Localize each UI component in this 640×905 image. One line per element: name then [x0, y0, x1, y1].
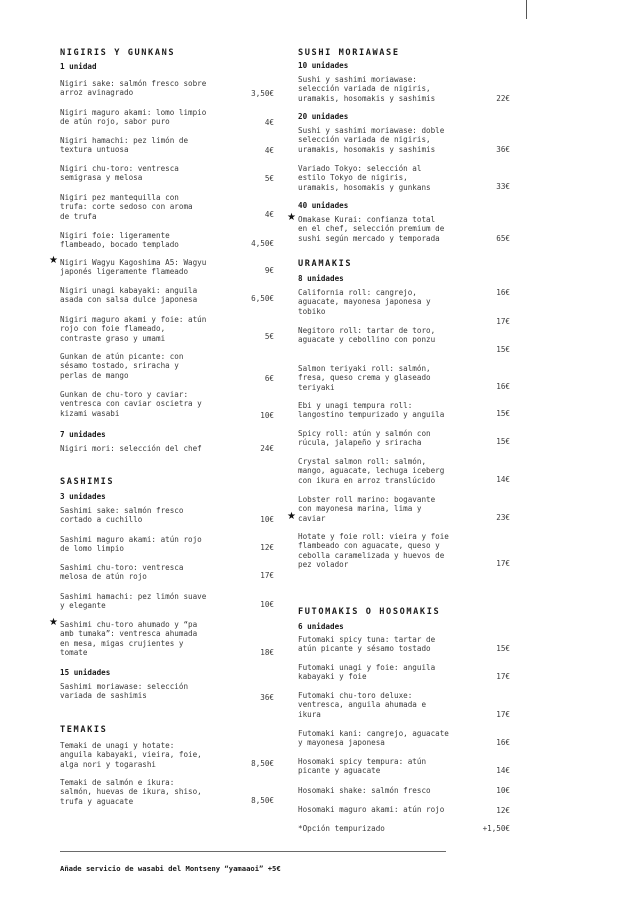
item-price: 17€	[496, 559, 510, 568]
unit-label: 10 unidades	[298, 61, 349, 70]
item-price: 5€	[264, 174, 274, 183]
star-icon: ★	[287, 212, 296, 223]
item-price: 4€	[264, 146, 274, 155]
item-desc: Sashimi maguro akami: atún rojo de lomo limpio	[60, 535, 202, 554]
item-price: 10€	[260, 515, 274, 524]
item-price: 16€	[496, 382, 510, 391]
item-desc: Futomaki kani: cangrejo, aguacate y mayonesa japonesa	[298, 729, 449, 748]
option-label: *Opción tempurizado	[298, 824, 385, 833]
item-price: 10€	[496, 786, 510, 795]
item-price: 6€	[264, 374, 274, 383]
item-desc: Sashimi sake: salmón fresco cortado a cuchillo	[60, 506, 184, 525]
item-price: 16€	[496, 288, 510, 297]
item-price: 12€	[496, 806, 510, 815]
item-price: 23€	[496, 513, 510, 522]
section-title-uramakis: URAMAKIS	[298, 259, 353, 269]
item-desc: Spicy roll: atún y salmón con rúcula, jalapeño y sriracha	[298, 429, 431, 448]
item-desc: Sashimi moriawase: selección variada de sashimis	[60, 682, 189, 701]
item-price: 9€	[264, 266, 274, 275]
item-desc: Sushi y sashimi moriawase: selección variada de nigiris, uramakis, hosomakis y sashimis	[298, 75, 436, 103]
footer-divider	[60, 851, 446, 852]
item-price: 10€	[260, 600, 274, 609]
item-price: 17€	[496, 317, 510, 326]
item-desc: Hosomaki maguro akami: atún rojo	[298, 805, 445, 814]
top-divider-line	[526, 0, 527, 19]
item-desc: Sashimi chu-toro ahumado y “pa amb tumaka”: ventresca ahumada en mesa, migas crujientes y tomate	[60, 620, 198, 658]
item-desc: Futomaki chu-toro deluxe: ventresca, anguila ahumada e ikura	[298, 691, 427, 719]
item-price: 5€	[264, 332, 274, 341]
item-desc: Gunkan de chu-toro y caviar: ventresca con caviar oscietra y kizami wasabi	[60, 390, 202, 418]
item-desc: Temaki de salmón e ikura: salmón, huevas de ikura, shiso, trufa y aguacate	[60, 778, 202, 806]
item-desc: Nigiri sake: salmón fresco sobre arroz avinagrado	[60, 79, 207, 98]
item-desc: Nigiri maguro akami y foie: atún rojo con foie flameado, contraste graso y umami	[60, 315, 207, 343]
item-price: 3,50€	[251, 89, 274, 98]
item-desc: Salmon teriyaki roll: salmón, fresa, queso crema y glaseado teriyaki	[298, 364, 431, 392]
item-price: 12€	[260, 543, 274, 552]
item-desc: Omakase Kurai: confianza total en el chef, selección premium de sushi según mercado y temporada	[298, 215, 445, 243]
item-price: 15€	[496, 409, 510, 418]
item-price: 4,50€	[251, 239, 274, 248]
footnote-wasabi: Añade servicio de wasabi del Montseny “yamaaoi” +5€	[60, 864, 281, 873]
item-price: 17€	[496, 672, 510, 681]
item-desc: Negitoro roll: tartar de toro, aguacate y cebollino con ponzu	[298, 326, 436, 345]
item-price: 8,50€	[251, 759, 274, 768]
star-icon: ★	[287, 511, 296, 522]
section-title-temakis: TEMAKIS	[60, 725, 108, 735]
item-price: 17€	[260, 571, 274, 580]
item-desc: Lobster roll marino: bogavante con mayonesa marina, lima y caviar	[298, 495, 436, 523]
item-desc: Variado Tokyo: selección al estilo Tokyo de nigiris, uramakis, hosomakis y gunkans	[298, 164, 431, 192]
item-desc: Sushi y sashimi moriawase: doble selección variada de nigiris, uramakis, hosomakis y sashimis	[298, 126, 445, 154]
item-price: 15€	[496, 437, 510, 446]
item-price: 4€	[264, 118, 274, 127]
item-desc: Futomaki spicy tuna: tartar de atún picante y sésamo tostado	[298, 635, 436, 654]
item-price: 10€	[260, 411, 274, 420]
section-title-nigiris: NIGIRIS Y GUNKANS	[60, 48, 176, 58]
star-icon: ★	[49, 617, 58, 628]
item-price-extra: 15€	[496, 345, 510, 354]
item-desc: Gunkan de atún picante: con sésamo tostado, sriracha y perlas de mango	[60, 352, 184, 380]
item-price: 18€	[260, 648, 274, 657]
item-desc: Nigiri unagi kabayaki: anguila asada con salsa dulce japonesa	[60, 286, 198, 305]
item-price: 8,50€	[251, 796, 274, 805]
item-desc: Nigiri maguro akami: lomo limpio de atún rojo, sabor puro	[60, 108, 207, 127]
item-price: 24€	[260, 444, 274, 453]
item-desc: Crystal salmon roll: salmón, mango, aguacate, lechuga iceberg con ikura en arroz translúcido	[298, 457, 445, 485]
unit-label: 7 unidades	[60, 430, 106, 439]
item-price: 4€	[264, 210, 274, 219]
item-desc: Nigiri pez mantequilla con trufa: corte sedoso con aroma de trufa	[60, 193, 193, 221]
item-desc: Nigiri hamachi: pez limón de textura untuosa	[60, 136, 189, 155]
item-desc: Nigiri foie: ligeramente flambeado, bocado templado	[60, 231, 179, 250]
option-price: +1,50€	[482, 824, 510, 833]
item-desc: Sashimi chu-toro: ventresca melosa de atún rojo	[60, 563, 184, 582]
section-title-sashimis: SASHIMIS	[60, 477, 115, 487]
item-price: 6,50€	[251, 294, 274, 303]
item-price: 14€	[496, 475, 510, 484]
item-price: 36€	[260, 693, 274, 702]
section-title-sushi-moriawase: SUSHI MORIAWASE	[298, 48, 400, 58]
item-price: 17€	[496, 710, 510, 719]
item-desc: Futomaki unagi y foie: anguila kabayaki y foie	[298, 663, 436, 682]
item-price: 65€	[496, 234, 510, 243]
item-price: 15€	[496, 644, 510, 653]
item-price: 33€	[496, 182, 510, 191]
item-desc: Hosomaki spicy tempura: atún picante y aguacate	[298, 757, 427, 776]
unit-label: 3 unidades	[60, 492, 106, 501]
item-desc: Ebi y unagi tempura roll: langostino tempurizado y anguila	[298, 401, 445, 420]
unit-label: 6 unidades	[298, 622, 344, 631]
item-desc: Nigiri mori: selección del chef	[60, 444, 202, 453]
item-price: 14€	[496, 766, 510, 775]
item-desc: Hotate y foie roll: vieira y foie flambeado con aguacate, queso y cebolla caramelizada y huevos de pez volador	[298, 532, 449, 570]
section-title-futomakis: FUTOMAKIS O HOSOMAKIS	[298, 607, 441, 617]
item-desc: California roll: cangrejo, aguacate, mayonesa japonesa y tobiko	[298, 288, 431, 316]
item-desc: Hosomaki shake: salmón fresco	[298, 786, 431, 795]
star-icon: ★	[49, 255, 58, 266]
item-price: 22€	[496, 94, 510, 103]
item-price: 36€	[496, 145, 510, 154]
unit-label: 20 unidades	[298, 112, 349, 121]
item-price: 16€	[496, 738, 510, 747]
unit-label: 15 unidades	[60, 668, 111, 677]
item-desc: Temaki de unagi y hotate: anguila kabayaki, vieira, foie, alga nori y togarashi	[60, 741, 202, 769]
unit-label: 40 unidades	[298, 201, 349, 210]
item-desc: Nigiri Wagyu Kagoshima A5: Wagyu japonés ligeramente flameado	[60, 258, 207, 277]
item-desc: Sashimi hamachi: pez limón suave y elegante	[60, 592, 207, 611]
item-desc: Nigiri chu-toro: ventresca semigrasa y melosa	[60, 164, 179, 183]
unit-label: 8 unidades	[298, 274, 344, 283]
unit-label: 1 unidad	[60, 62, 97, 71]
